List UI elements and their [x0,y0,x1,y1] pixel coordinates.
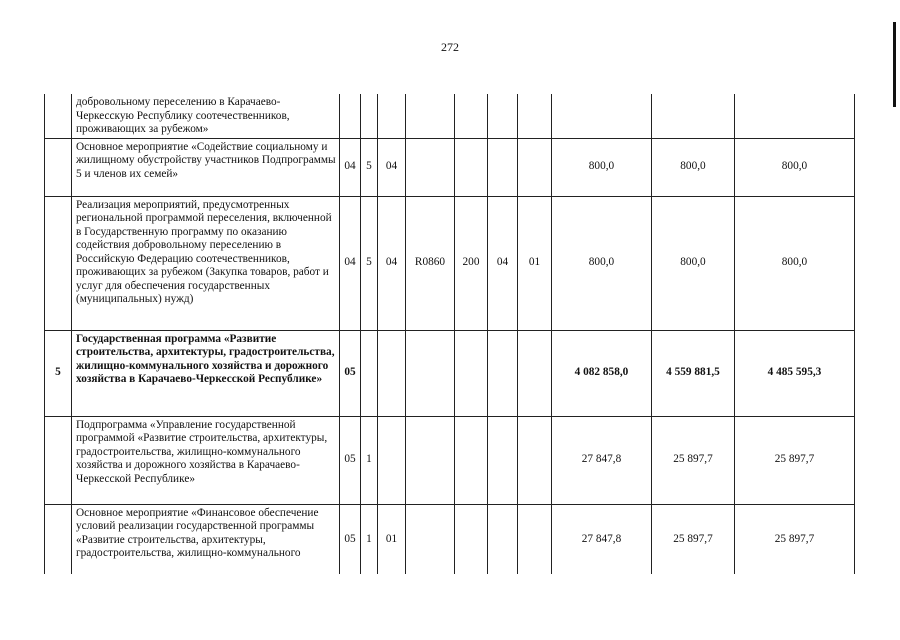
code-cell: 05 [340,504,361,574]
code-cell: 01 [518,196,552,330]
code-cell: 05 [340,330,361,416]
page-number: 272 [441,40,459,54]
code-cell: 01 [378,504,406,574]
code-cell [518,504,552,574]
row-index [45,504,72,574]
row-name: Основное мероприятие «Финансовое обеспечение условий реализации государственной программы «Развитие строительства, архитектуры, градостроительства, жилищно-коммунального [72,504,340,574]
amount-cell [735,94,855,138]
code-cell [378,94,406,138]
amount-cell: 25 897,7 [735,416,855,504]
row-name: Реализация мероприятий, предусмотренных региональной программой переселения, включенной в Государственную программу по оказанию содействия добровольному переселению в Российскую Федерацию соотечественников, проживающих за рубежом (Закупка товаров, работ и услуг для обеспечения государственных (муниципальных) нужд) [72,196,340,330]
budget-table [44,94,855,574]
table-row [45,94,855,138]
amount-cell: 4 082 858,0 [552,330,652,416]
code-cell: 04 [378,138,406,196]
code-cell [455,138,488,196]
code-cell: 200 [455,196,488,330]
code-cell: 04 [340,196,361,330]
table-row [45,196,855,330]
code-cell: 04 [378,196,406,330]
row-name: Государственная программа «Развитие строительства, архитектуры, градостроительства, жилищно-коммунального хозяйства и дорожного хозяйства в Карачаево-Черкесской Республике» [72,330,340,416]
amount-cell: 25 897,7 [652,504,735,574]
code-cell [518,138,552,196]
code-cell [406,138,455,196]
amount-cell: 4 485 595,3 [735,330,855,416]
code-cell: 5 [361,138,378,196]
code-cell [488,416,518,504]
code-cell [406,94,455,138]
amount-cell: 27 847,8 [552,416,652,504]
code-cell [406,504,455,574]
amount-cell [552,94,652,138]
amount-cell: 800,0 [652,138,735,196]
code-cell [378,416,406,504]
code-cell [488,138,518,196]
table-row [45,504,855,574]
amount-cell: 25 897,7 [652,416,735,504]
code-cell: 05 [340,416,361,504]
amount-cell: 4 559 881,5 [652,330,735,416]
code-cell [455,504,488,574]
amount-cell [652,94,735,138]
row-name: добровольному переселению в Карачаево-Черкесскую Республику соотечественников, проживающих за рубежом» [72,94,340,138]
table-row [45,138,855,196]
amount-cell: 800,0 [735,138,855,196]
amount-cell: 800,0 [652,196,735,330]
row-index [45,196,72,330]
row-index [45,138,72,196]
code-cell [340,94,361,138]
row-index [45,416,72,504]
amount-cell: 800,0 [552,138,652,196]
code-cell: 1 [361,416,378,504]
code-cell [455,330,488,416]
row-name: Подпрограмма «Управление государственной программой «Развитие строительства, архитектуры, градостроительства, жилищно-коммунального хозяйства и дорожного хозяйства в Карачаево-Черкесской Республике» [72,416,340,504]
amount-cell: 27 847,8 [552,504,652,574]
code-cell: 04 [340,138,361,196]
code-cell [455,94,488,138]
code-cell [488,94,518,138]
row-name: Основное мероприятие «Содействие социальному и жилищному обустройству участников Подпрограммы 5 и членов их семей» [72,138,340,196]
code-cell [488,504,518,574]
code-cell [361,330,378,416]
code-cell [378,330,406,416]
row-index [45,94,72,138]
code-cell [361,94,378,138]
code-cell: 1 [361,504,378,574]
page-edge-bar [893,22,896,107]
row-index: 5 [45,330,72,416]
table-row [45,330,855,416]
code-cell: 5 [361,196,378,330]
code-cell [518,94,552,138]
code-cell [518,330,552,416]
code-cell [518,416,552,504]
code-cell: 04 [488,196,518,330]
code-cell [488,330,518,416]
code-cell [406,330,455,416]
amount-cell: 800,0 [552,196,652,330]
amount-cell: 800,0 [735,196,855,330]
code-cell [455,416,488,504]
code-cell: R0860 [406,196,455,330]
code-cell [406,416,455,504]
amount-cell: 25 897,7 [735,504,855,574]
table-row [45,416,855,504]
